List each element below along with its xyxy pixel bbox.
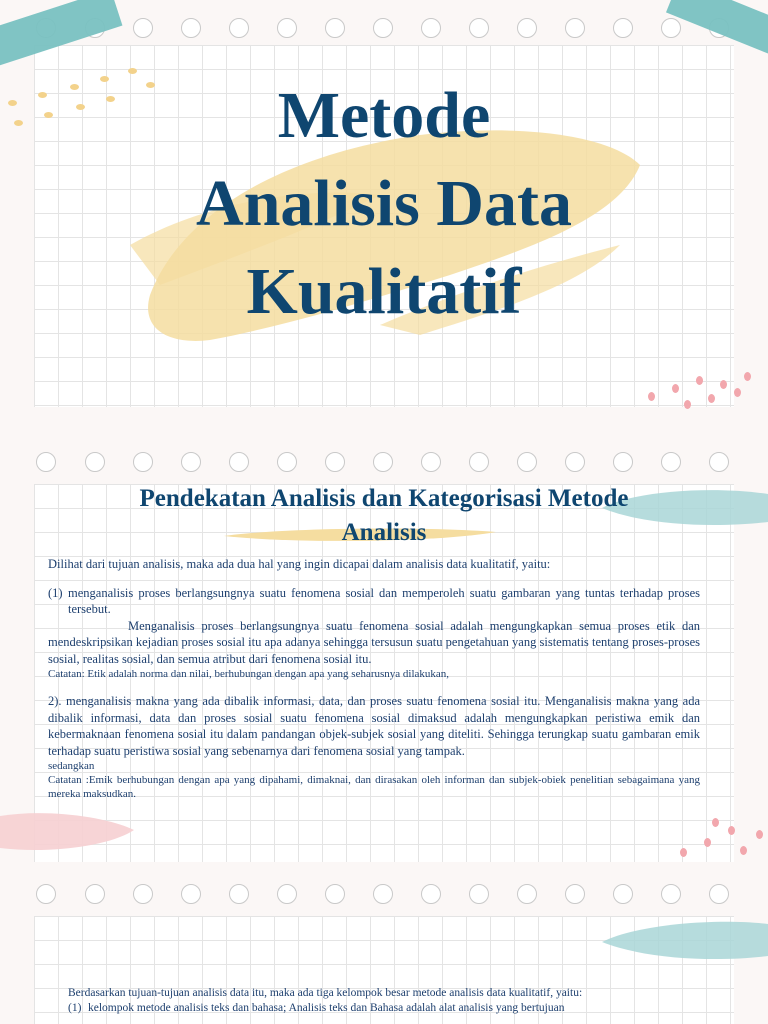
heading-line: Analisis — [341, 519, 427, 546]
intro-text: Dilihat dari tujuan analisis, maka ada dua hal yang ingin dicapai dalam analisis data kualitatif, yaitu: — [48, 557, 551, 571]
paragraph: 2). menganalisis makna yang ada dibalik informasi, data, dan proses suatu fenomena sosial itu. Menganalisis makna yang ada dibalik informasi, data dan proses sosial suatu fenomena sosial dimaksud adalah mengungkapkan peristiwa emik dan kebermaknaan fenomena sosial itu dalam pandangan objek-subjek sosial yang diteliti. Sehingga terungkap suatu gambaran emik terhadap suatu peristiwa sosial yang sebenarnya dari fenomena sosial yang tampak. — [48, 694, 700, 758]
list-number: (1) — [68, 1002, 82, 1014]
title-line: Analisis Data — [196, 167, 572, 240]
list-text: menganalisis proses berlangsungnya suatu fenomena sosial dan memperoleh suatu gambaran yang tuntas terhadap proses tersebut. — [68, 585, 700, 616]
section-body — [48, 556, 700, 801]
heading-line: Pendekatan Analisis dan Kategorisasi Metode — [139, 485, 629, 512]
title-line: Metode — [277, 79, 491, 152]
pink-watercolor-stroke — [0, 808, 140, 856]
slide-title-heading — [34, 72, 734, 336]
section-heading — [40, 482, 728, 550]
note-text: Catatan :Emik berhubungan dengan apa yang dipahami, dimaknai, dan dirasakan oleh informan dan subjek-obiek penelitian sebagaimana yang mereka maksudkan. — [48, 774, 700, 800]
title-line: Kualitatif — [246, 255, 522, 328]
intro-text: Berdasarkan tujuan-tujuan analisis data itu, maka ada tiga kelompok besar metode analisis data kualitatif, yaitu: — [68, 987, 583, 999]
slide-title — [0, 0, 768, 425]
slide-pendekatan — [0, 446, 768, 862]
list-number: (1) — [48, 585, 63, 600]
binder-holes — [0, 452, 768, 474]
binder-holes — [0, 884, 768, 906]
slide-kelompok-metode — [0, 872, 768, 1024]
note-text: Catatan: Etik adalah norma dan nilai, berhubungan dengan apa yang seharusnya dilakukan, — [48, 668, 450, 680]
connector-text: sedangkan — [48, 760, 95, 772]
list-item — [48, 585, 700, 618]
list-item — [68, 1001, 700, 1016]
list-text: kelompok metode analisis teks dan bahasa; Analisis teks dan Bahasa adalah alat analisis yang bertujuan — [88, 1002, 565, 1014]
section-body — [68, 986, 700, 1016]
paragraph: Menganalisis proses berlangsungnya suatu fenomena sosial adalah mengungkapkan semua proses etik dan mendeskripsikan kejadian proses sosial itu apa adanya sehingga tersusun suatu pengetahuan yang sistematis tentang proses-proses sosial, realitas sosial, dan semua atribut dari fenomena sosial itu. — [48, 618, 700, 666]
teal-watercolor-stroke — [598, 918, 768, 962]
